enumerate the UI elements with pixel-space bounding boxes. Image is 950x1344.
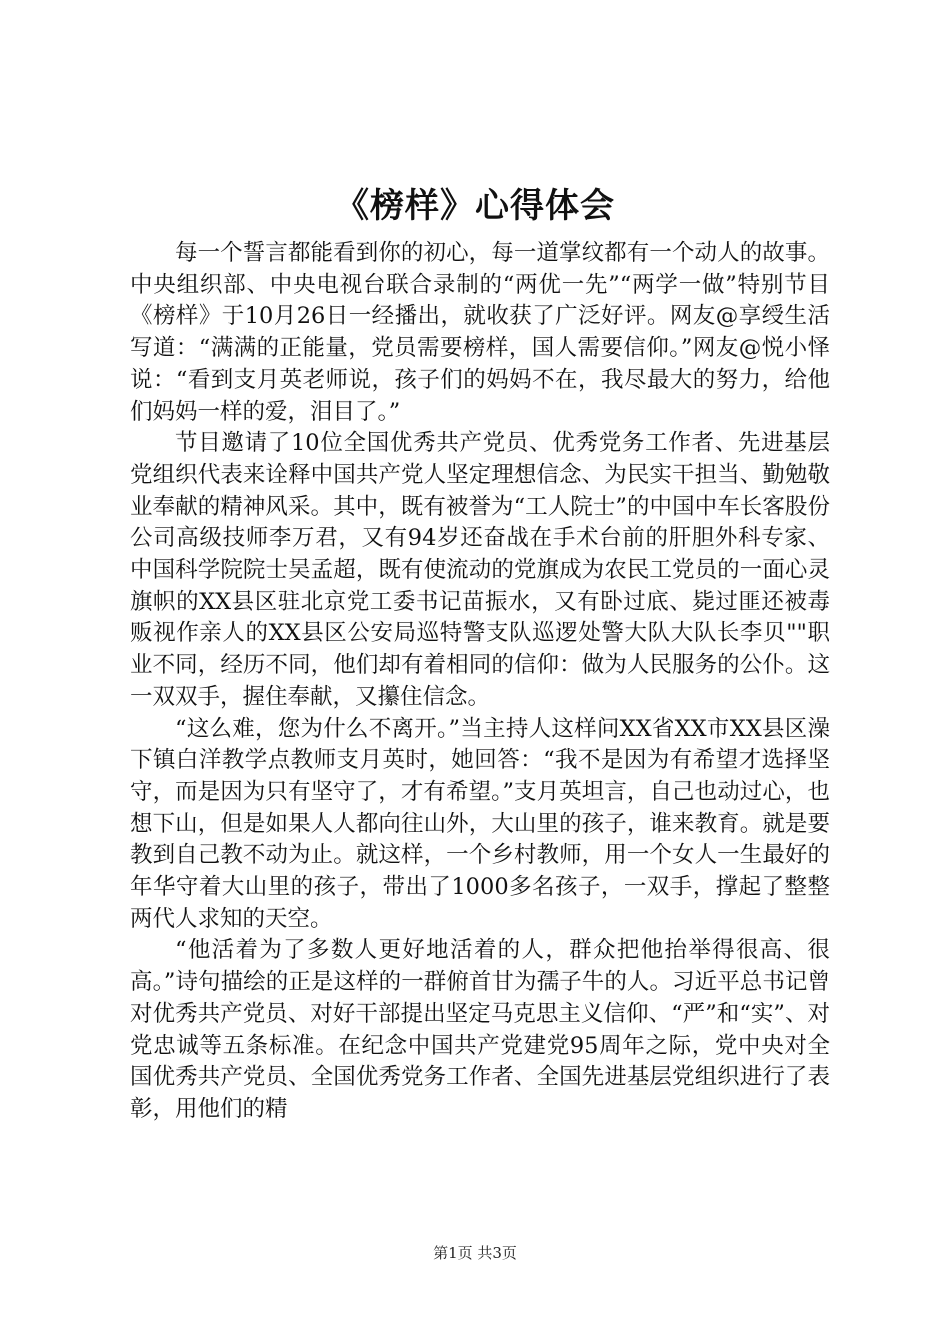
paragraph: 每一个誓言都能看到你的初心，每一道掌纹都有一个动人的故事。中央组织部、中央电视台联合录制的“两优一先”“两学一做”特别节目《榜样》于10月26日一经播出，就收获了广泛好评。网友@享绶生活写道：“满满的正能量，党员需要榜样，国人需要信仰。”网友@悦小怿说：“看到支月英老师说，孩子们的妈妈不在，我尽最大的努力，给他们妈妈一样的爱，泪目了。” [130, 240, 830, 425]
paragraph: “这么难，您为什么不离开。”当主持人这样问XX省XX市XX县区澡下镇白洋教学点教师支月英时，她回答：“我不是因为有希望才选择坚守，而是因为只有坚守了，才有希望。”支月英坦言，自己也动过心，也想下山，但是如果人人都向往山外，大山里的孩子，谁来教育。就是要教到自己教不动为止。就这样，一个乡村教师，用一个女人一生最好的年华守着大山里的孩子，带出了1000多名孩子，一双手，撑起了整整两代人求知的天空。 [130, 715, 830, 932]
paragraph: “他活着为了多数人更好地活着的人，群众把他抬举得很高、很高。”诗句描绘的正是这样的一群俯首甘为孺子牛的人。习近平总书记曾对优秀共产党员、对好干部提出坚定马克思主义信仰、“严”和“实”、对党忠诚等五条标准。在纪念中国共产党建党95周年之际，党中央对全国优秀共产党员、全国优秀党务工作者、全国先进基层党组织进行了表彰，用他们的精 [130, 937, 830, 1122]
page-number-footer: 第1页 共3页 [433, 1244, 517, 1262]
document-title: 《榜样》心得体会 [335, 186, 615, 226]
document-body [130, 238, 830, 1126]
paragraph: 节目邀请了10位全国优秀共产党员、优秀党务工作者、先进基层党组织代表来诠释中国共产党人坚定理想信念、为民实干担当、勤勉敬业奉献的精神风采。其中，既有被誉为“工人院士”的中国中车长客股份公司高级技师李万君，又有94岁还奋战在手术台前的肝胆外科专家、中国科学院院士吴孟超，既有使流动的党旗成为农民工党员的一面心灵旗帜的XX县区驻北京党工委书记苗振水，又有卧过底、毙过匪还被毒贩视作亲人的XX县区公安局巡特警支队巡逻处警大队大队长李贝""职业不同，经历不同，他们却有着相同的信仰：做为人民服务的公仆。这一双双手，握住奉献，又攥住信念。 [130, 430, 830, 710]
